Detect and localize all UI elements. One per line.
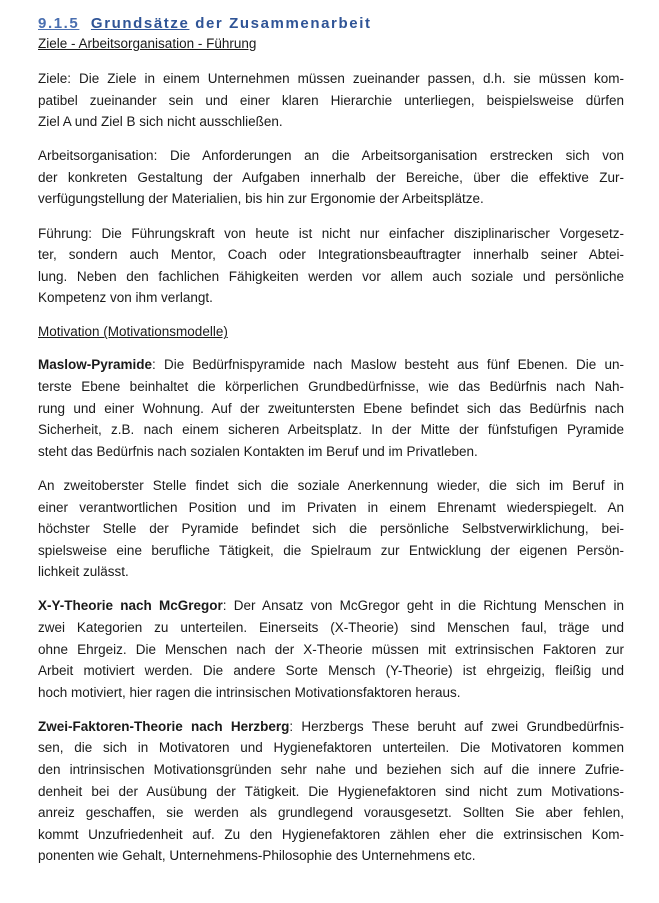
section-title-rest: der Zusammenarbeit	[195, 15, 372, 32]
text-line: hoch motiviert, hier ragen die intrinsischen Motivationsfaktoren heraus.	[38, 684, 461, 700]
section-title-first-word: Grundsätze	[90, 15, 190, 32]
text-line: verfügungstellung der Materialien, bis hin zur Ergonomie der Arbeitsplätze.	[38, 191, 484, 207]
paragraph-herzberg	[38, 716, 624, 867]
text-run: : Die Bedürfnispyramide nach Maslow besteht aus fünf Ebenen. Die un-	[152, 357, 624, 373]
text-line: patibel zueinander sein und einer klaren Hierarchie unterliegen, beispielsweise dürfen	[38, 92, 624, 108]
text-line	[38, 354, 624, 376]
term-maslow: Maslow-Pyramide	[38, 357, 153, 373]
text-line: rung und einer Wohnung. Auf der zweituntersten Ebene befindet sich das Bedürfnis nach	[38, 400, 624, 416]
text-line: der konkreten Gestaltung der Aufgaben innerhalb der Bereiche, über die effektive Zur-	[38, 169, 624, 185]
text-line: den intrinsischen Motivationsgründen sehr nahe und beziehen sich auf die innere Zufrie-	[38, 762, 624, 778]
text-line: Kompetenz von ihm verlangt.	[38, 290, 213, 306]
section-number: 9.1.5	[38, 15, 80, 32]
text-run: : Der Ansatz von McGregor geht in die Richtung Menschen in	[222, 598, 624, 614]
text-line: lichkeit zulässt.	[38, 564, 129, 580]
text-line: kommt Unzufriedenheit auf. Zu den Hygienefaktoren zählen eher die extrinsischen Kom-	[38, 826, 624, 842]
intro-paragraphs	[38, 68, 624, 309]
paragraph-fuehrung	[38, 223, 624, 309]
text-line: ohne Ehrgeiz. Die Menschen nach der X-Theorie müssen mit extrinsischen Faktoren zur	[38, 641, 624, 657]
text-line: einer verantwortlichen Position und im Privaten in einem Ehrenamt wiederspiegelt. An	[38, 499, 624, 515]
text-run: : Herzbergs These beruht auf zwei Grundbedürfnis-	[289, 718, 624, 734]
paragraph-maslow-continued	[38, 475, 624, 583]
text-line: Sicherheit, z.B. nach einem sicheren Arbeitsplatz. In der Mitte der fünfstufigen Pyramide	[38, 422, 624, 438]
text-line: Arbeitsorganisation: Die Anforderungen an die Arbeitsorganisation erstrecken sich von	[38, 148, 624, 164]
paragraph-maslow	[38, 354, 624, 462]
text-line: Ziele: Die Ziele in einem Unternehmen müssen zueinander passen, d.h. sie müssen kom-	[38, 71, 624, 86]
term-mcgregor: X-Y-Theorie nach McGregor	[38, 598, 223, 614]
text-line: sen, die sich in Motivatoren und Hygienefaktoren unterteilen. Die Motivatoren kommen	[38, 740, 624, 756]
motivation-heading: Motivation (Motivationsmodelle)	[38, 324, 228, 340]
text-line: denheit bei der Ausübung der Tätigkeit. Die Hygienefaktoren sind nicht zum Motivations-	[38, 783, 624, 799]
text-line	[38, 716, 624, 738]
paragraph-ziele	[38, 68, 624, 133]
term-herzberg: Zwei-Faktoren-Theorie nach Herzberg	[38, 718, 290, 734]
paragraph-mcgregor	[38, 595, 624, 703]
text-line	[38, 595, 624, 617]
text-line: lung. Neben den fachlichen Fähigkeiten werden vor allem auch soziale und persönliche	[38, 268, 624, 284]
text-line: ter, sondern auch Mentor, Coach oder Integrationsbeauftragter innerhalb seiner Abtei-	[38, 247, 624, 263]
section-heading	[38, 14, 624, 34]
document-page	[38, 14, 624, 880]
text-line: steht das Bedürfnis nach sozialen Kontakten im Beruf und im Privatleben.	[38, 443, 478, 459]
subheading: Ziele - Arbeitsorganisation - Führung	[38, 36, 257, 51]
paragraph-arbeitsorganisation	[38, 145, 624, 210]
text-line: Führung: Die Führungskraft von heute ist nicht nur einfacher disziplinarischer Vorgesetz-	[38, 225, 624, 241]
text-line: spielsweise eine berufliche Tätigkeit, die Spielraum zur Entwicklung der eigenen Persön-	[38, 542, 624, 558]
text-line: terste Ebene beinhaltet die körperlichen Grundbedürfnisse, wie das Bedürfnis nach Nah-	[38, 379, 624, 395]
text-line: An zweitoberster Stelle findet sich die soziale Anerkennung wieder, die sich im Beruf in	[38, 477, 624, 493]
text-line: Ziel A und Ziel B sich nicht ausschließen.	[38, 114, 283, 130]
text-line: ponenten wie Gehalt, Unternehmens-Philosophie des Unternehmens etc.	[38, 848, 476, 864]
text-line: Arbeit motiviert werden. Die andere Sorte Mensch (Y-Theorie) ist ehrgeizig, fleißig und	[38, 663, 624, 679]
text-line: höchster Stelle der Pyramide befindet sich die persönliche Selbstverwirklichung, bei-	[38, 521, 624, 537]
text-line: anreiz geschaffen, sie werden als grundlegend vorausgesetzt. Sollten Sie aber fehlen,	[38, 805, 624, 821]
text-line: zwei Kategorien zu unterteilen. Einerseits (X-Theorie) sind Menschen faul, träge und	[38, 619, 624, 635]
